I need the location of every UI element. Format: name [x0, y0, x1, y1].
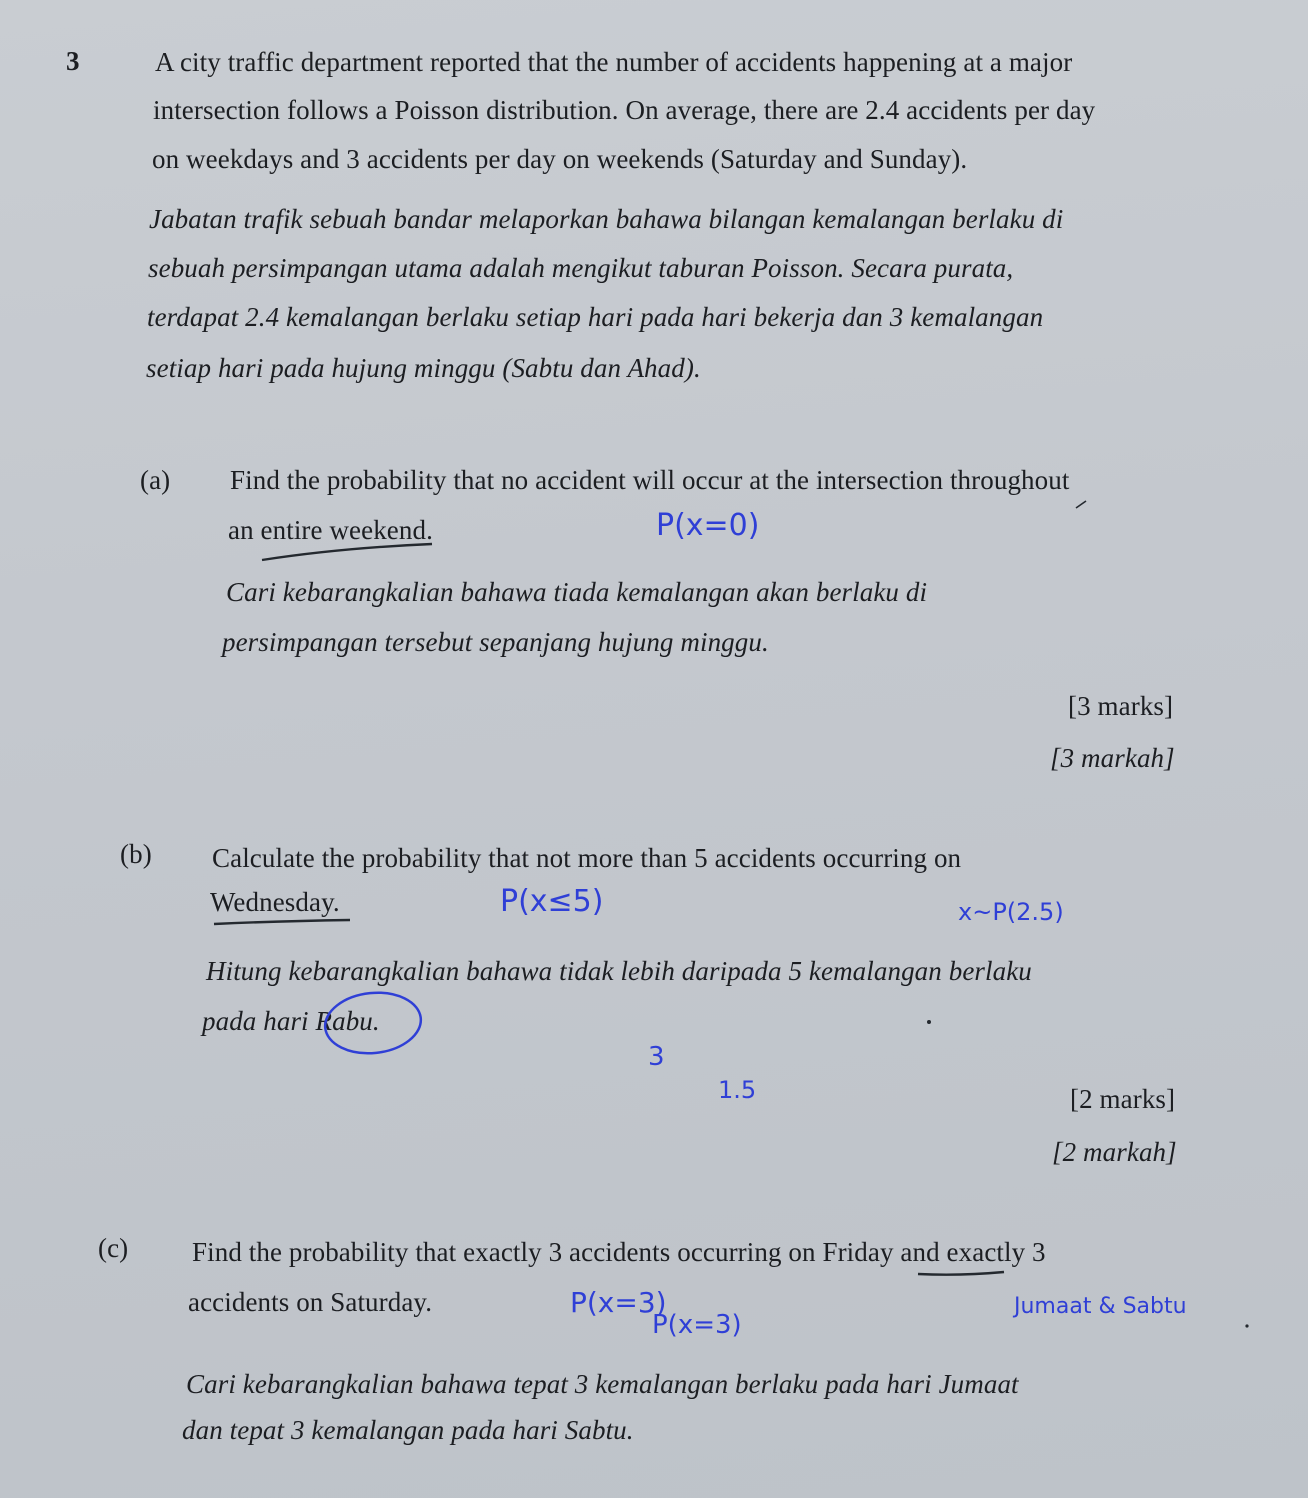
part-a-ms-line-1: Cari kebarangkalian bahawa tiada kemalangan akan berlaku di: [226, 577, 928, 607]
handwriting-b-note-1: P(x≤5): [500, 884, 604, 919]
part-a-ms-line-2: persimpangan tersebut sepanjang hujung minggu.: [222, 627, 769, 657]
part-b-label: (b): [120, 839, 152, 869]
part-a-en-line-2: an entire weekend.: [228, 515, 433, 545]
part-a-en-line-1: Find the probability that no accident will occur at the intersection throughout: [230, 465, 1070, 495]
part-a-marks-ms: [3 markah]: [1050, 743, 1175, 773]
intro-ms-line-3: terdapat 2.4 kemalangan berlaku setiap hari pada hari bekerja dan 3 kemalangan: [147, 302, 1044, 332]
part-c-en-line-1: Find the probability that exactly 3 accidents occurring on Friday and exactly 3: [192, 1237, 1046, 1267]
part-c-ms-line-2: dan tepat 3 kemalangan pada hari Sabtu.: [182, 1415, 634, 1445]
part-c-ms-line-1: Cari kebarangkalian bahawa tepat 3 kemalangan berlaku pada hari Jumaat: [186, 1369, 1019, 1399]
part-b-ms-line-2: pada hari Rabu.: [202, 1006, 380, 1036]
handwriting-a-note: P(x=0): [656, 508, 760, 543]
intro-ms-line-2: sebuah persimpangan utama adalah mengikut taburan Poisson. Secara purata,: [148, 253, 1014, 283]
dot-mark-c: [1245, 1324, 1248, 1327]
part-b-en-line-1: Calculate the probability that not more than 5 accidents occurring on: [212, 843, 962, 873]
intro-en-line-3: on weekdays and 3 accidents per day on weekends (Saturday and Sunday).: [152, 144, 968, 174]
part-b-marks-ms: [2 markah]: [1052, 1137, 1177, 1167]
part-b-en-line-2: Wednesday.: [210, 887, 340, 917]
part-b-ms-line-1: Hitung kebarangkalian bahawa tidak lebih daripada 5 kemalangan berlaku: [206, 956, 1032, 986]
part-c-en-line-2: accidents on Saturday.: [188, 1287, 433, 1317]
part-b-marks-en: [2 marks]: [1070, 1084, 1176, 1114]
tick-mark-a: [1076, 501, 1086, 508]
handwriting-b-note-3: 3: [648, 1042, 665, 1072]
intro-ms-line-1: Jabatan trafik sebuah bandar melaporkan bahawa bilangan kemalangan berlaku di: [149, 204, 1064, 234]
handwriting-c-note-1: P(x=3): [570, 1286, 667, 1319]
handwriting-c-note-2: P(x=3): [652, 1310, 742, 1340]
underline-entire-weekend: [262, 544, 432, 560]
underline-wednesday: [214, 920, 350, 924]
handwriting-b-note-2: x~P(2.5): [958, 898, 1064, 926]
part-a-marks-en: [3 marks]: [1068, 691, 1174, 721]
intro-ms-line-4: setiap hari pada hujung minggu (Sabtu dan Ahad).: [146, 353, 701, 383]
part-c-label: (c): [98, 1233, 129, 1263]
underline-friday: [918, 1272, 1004, 1275]
intro-en-line-2: intersection follows a Poisson distribution. On average, there are 2.4 accidents per day: [153, 95, 1096, 125]
question-number: 3: [66, 46, 80, 76]
intro-en-line-1: A city traffic department reported that the number of accidents happening at a major: [155, 47, 1073, 77]
handwriting-c-note-3: Jumaat & Sabtu: [1014, 1294, 1187, 1319]
part-a-label: (a): [140, 465, 171, 495]
handwriting-b-note-4: 1.5: [718, 1076, 757, 1104]
dot-mark-b: [927, 1020, 931, 1024]
